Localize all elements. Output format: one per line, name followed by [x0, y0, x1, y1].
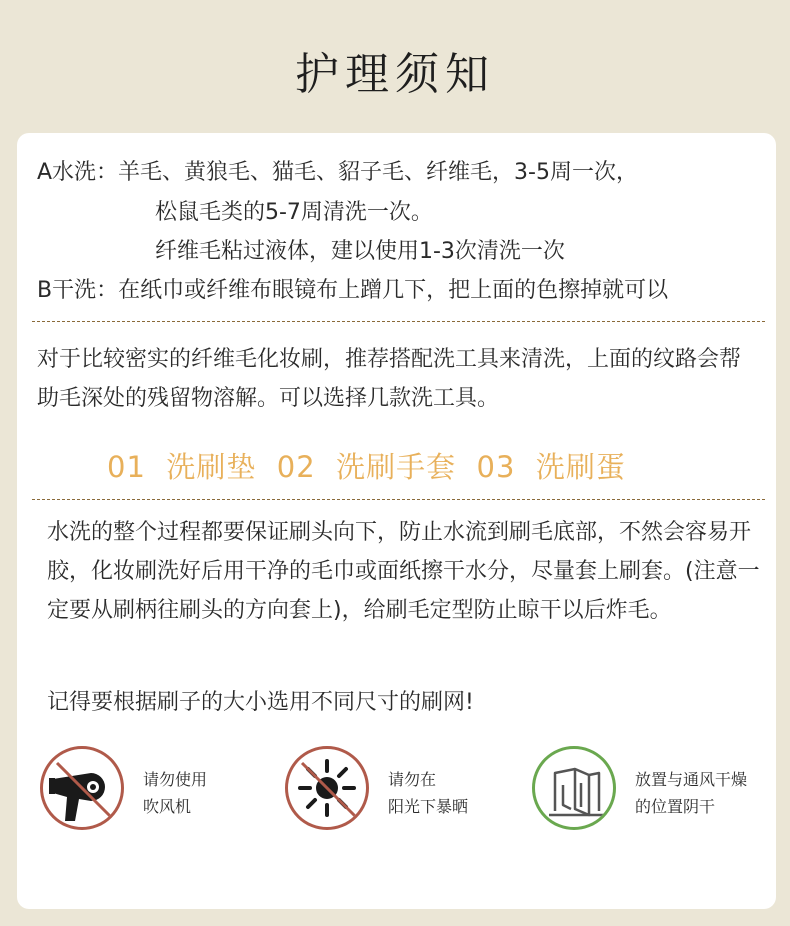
page-title: 护理须知: [295, 49, 495, 100]
icon-label-line: 请勿使用: [143, 770, 208, 789]
shade-dry-label: [635, 766, 747, 820]
water-wash-fiber-line: 纤维毛粘过液体，建以使用1-3次清洗一次: [155, 239, 565, 264]
divider: [32, 499, 765, 500]
water-wash-squirrel-line: 松鼠毛类的5-7周清洗一次。: [155, 200, 433, 225]
icon-label-line: 阳光下暴晒: [388, 797, 469, 816]
brush-net-note: 记得要根据刷子的大小选用不同尺寸的刷网!: [47, 690, 474, 715]
icon-label-line: 请勿在: [388, 770, 437, 789]
hair-dryer-prohibited-icon: [40, 746, 124, 830]
dry-wash-line: B干洗：在纸巾或纤维布眼镜布上蹭几下，把上面的色擦掉就可以: [37, 278, 669, 303]
water-wash-line: A水洗：羊毛、黄狼毛、猫毛、貂子毛、纤维毛，3-5周一次，: [37, 160, 638, 185]
divider: [32, 321, 765, 322]
cleaning-tools-list: 01 洗刷垫 02 洗刷手套 03 洗刷蛋: [107, 450, 626, 484]
recommendation-paragraph: 对于比较密实的纤维毛化妆刷，推荐搭配洗工具来清洗，上面的纹路会帮助毛深处的残留物溶解。可以选择几款洗工具。: [37, 347, 742, 411]
icon-label-line: 吹风机: [143, 797, 192, 816]
icon-label-line: 放置与通风干燥: [635, 770, 748, 789]
care-paragraph: 水洗的整个过程都要保证刷头向下，防止水流到刷毛底部，不然会容易开胶，化妆刷洗好后用干净的毛巾或面纸擦干水分，尽量套上刷套。(注意一定要从刷柄往刷头的方向套上)，给刷毛定型防止晾干以后炸毛。: [47, 520, 760, 623]
no-hair-dryer-label: [143, 766, 207, 820]
no-sun-label: [388, 766, 468, 820]
shade-dry-icon: [532, 746, 616, 830]
icon-label-line: 的位置阴干: [635, 797, 716, 816]
care-card: [17, 133, 776, 909]
sun-prohibited-icon: [285, 746, 369, 830]
